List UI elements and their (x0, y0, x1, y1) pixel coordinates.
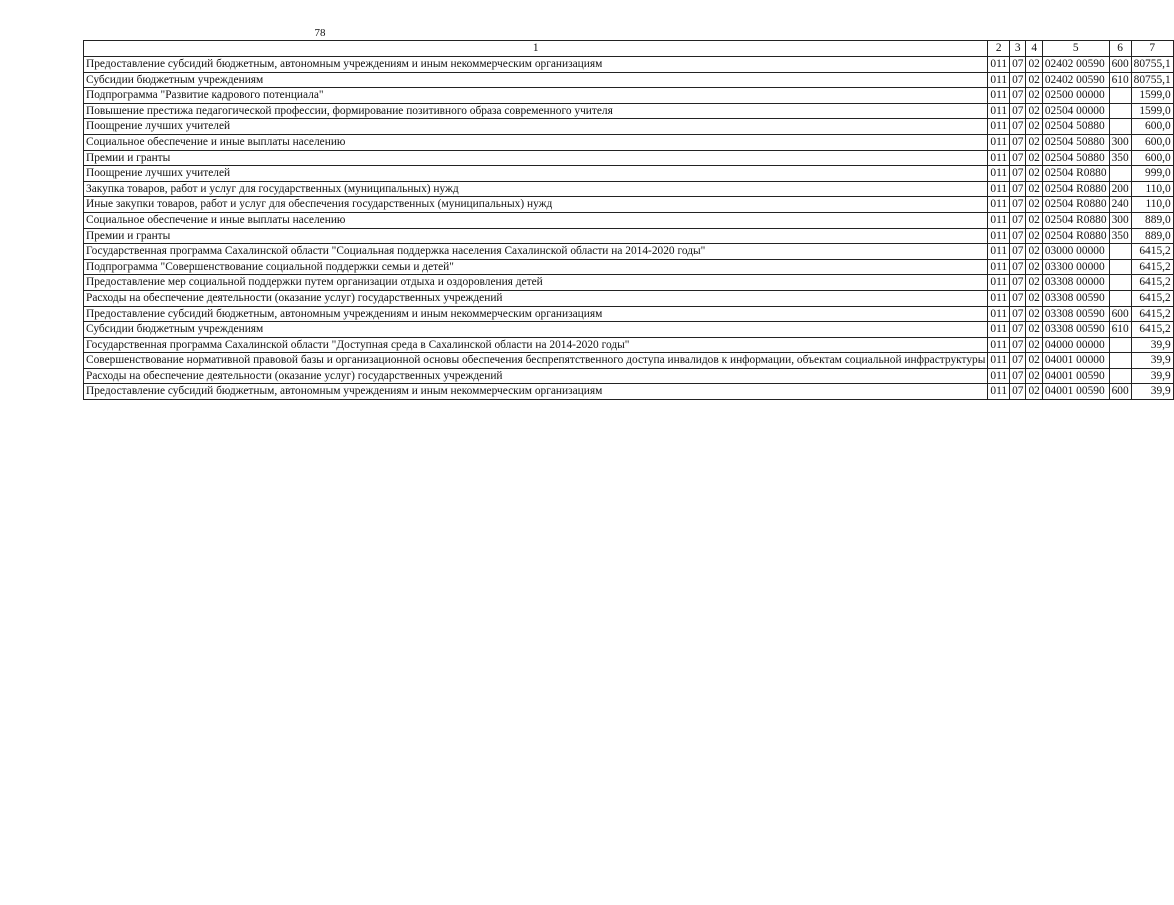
cell-name: Подпрограмма "Совершенствование социальной поддержки семьи и детей" (84, 259, 988, 275)
page-number: 78 (314, 27, 326, 39)
cell-subsection: 02 (1026, 197, 1042, 213)
cell-name: Социальное обеспечение и иные выплаты населению (84, 134, 988, 150)
cell-name: Повышение престижа педагогической профессии, формирование позитивного образа современного учителя (84, 103, 988, 119)
cell-subsection: 02 (1026, 57, 1042, 73)
cell-expense-type (1109, 337, 1131, 353)
cell-target-code: 02500 00000 (1042, 88, 1109, 104)
cell-name: Социальное обеспечение и иные выплаты населению (84, 212, 988, 228)
cell-amount: 6415,2 (1131, 244, 1173, 260)
cell-section: 07 (1010, 244, 1026, 260)
cell-expense-type (1109, 290, 1131, 306)
cell-ministry-code: 011 (988, 384, 1010, 400)
header-col-1: 1 (84, 41, 988, 57)
cell-target-code: 02504 R0880 (1042, 228, 1109, 244)
cell-expense-type: 350 (1109, 150, 1131, 166)
cell-expense-type (1109, 368, 1131, 384)
header-col-4: 4 (1026, 41, 1042, 57)
budget-table (83, 40, 1174, 400)
cell-ministry-code: 011 (988, 134, 1010, 150)
cell-target-code: 03308 00590 (1042, 290, 1109, 306)
cell-ministry-code: 011 (988, 275, 1010, 291)
cell-amount: 889,0 (1131, 212, 1173, 228)
cell-amount: 39,9 (1131, 368, 1173, 384)
table-row (84, 306, 1174, 322)
cell-target-code: 02504 R0880 (1042, 197, 1109, 213)
cell-ministry-code: 011 (988, 181, 1010, 197)
cell-target-code: 03300 00000 (1042, 259, 1109, 275)
cell-name: Совершенствование нормативной правовой базы и организационной основы обеспечения беспрепятственного доступа инвалидов к информации, объектам социальной инфраструктуры (84, 353, 988, 369)
cell-amount: 39,9 (1131, 337, 1173, 353)
table-row (84, 353, 1174, 369)
cell-subsection: 02 (1026, 275, 1042, 291)
cell-amount: 600,0 (1131, 134, 1173, 150)
cell-ministry-code: 011 (988, 212, 1010, 228)
table-body (84, 57, 1174, 400)
cell-subsection: 02 (1026, 134, 1042, 150)
cell-name: Расходы на обеспечение деятельности (оказание услуг) государственных учреждений (84, 368, 988, 384)
cell-expense-type (1109, 119, 1131, 135)
cell-ministry-code: 011 (988, 322, 1010, 338)
cell-subsection: 02 (1026, 212, 1042, 228)
cell-expense-type (1109, 88, 1131, 104)
cell-target-code: 03308 00590 (1042, 306, 1109, 322)
cell-name: Расходы на обеспечение деятельности (оказание услуг) государственных учреждений (84, 290, 988, 306)
cell-amount: 80755,1 (1131, 72, 1173, 88)
cell-ministry-code: 011 (988, 57, 1010, 73)
cell-ministry-code: 011 (988, 72, 1010, 88)
cell-target-code: 02504 50880 (1042, 134, 1109, 150)
cell-name: Поощрение лучших учителей (84, 166, 988, 182)
table-row (84, 212, 1174, 228)
cell-section: 07 (1010, 57, 1026, 73)
header-col-2: 2 (988, 41, 1010, 57)
cell-subsection: 02 (1026, 353, 1042, 369)
cell-section: 07 (1010, 197, 1026, 213)
cell-ministry-code: 011 (988, 88, 1010, 104)
cell-target-code: 02402 00590 (1042, 57, 1109, 73)
cell-section: 07 (1010, 306, 1026, 322)
cell-target-code: 04001 00590 (1042, 368, 1109, 384)
cell-section: 07 (1010, 275, 1026, 291)
cell-section: 07 (1010, 384, 1026, 400)
table-row (84, 244, 1174, 260)
cell-section: 07 (1010, 228, 1026, 244)
cell-expense-type: 600 (1109, 384, 1131, 400)
cell-target-code: 02504 50880 (1042, 119, 1109, 135)
cell-amount: 600,0 (1131, 150, 1173, 166)
cell-name: Предоставление мер социальной поддержки путем организации отдыха и оздоровления детей (84, 275, 988, 291)
cell-section: 07 (1010, 150, 1026, 166)
cell-target-code: 04000 00000 (1042, 337, 1109, 353)
cell-section: 07 (1010, 322, 1026, 338)
cell-target-code: 03308 00590 (1042, 322, 1109, 338)
cell-expense-type (1109, 103, 1131, 119)
cell-amount: 999,0 (1131, 166, 1173, 182)
cell-expense-type (1109, 353, 1131, 369)
cell-section: 07 (1010, 337, 1026, 353)
cell-section: 07 (1010, 259, 1026, 275)
cell-target-code: 02504 R0880 (1042, 181, 1109, 197)
cell-expense-type: 300 (1109, 134, 1131, 150)
cell-expense-type: 600 (1109, 57, 1131, 73)
cell-expense-type (1109, 275, 1131, 291)
table-row (84, 197, 1174, 213)
cell-section: 07 (1010, 88, 1026, 104)
cell-amount: 600,0 (1131, 119, 1173, 135)
cell-amount: 889,0 (1131, 228, 1173, 244)
cell-name: Поощрение лучших учителей (84, 119, 988, 135)
cell-subsection: 02 (1026, 228, 1042, 244)
cell-ministry-code: 011 (988, 228, 1010, 244)
table-row (84, 322, 1174, 338)
table-row (84, 134, 1174, 150)
cell-amount: 39,9 (1131, 384, 1173, 400)
header-col-6: 6 (1109, 41, 1131, 57)
cell-ministry-code: 011 (988, 306, 1010, 322)
cell-amount: 6415,2 (1131, 259, 1173, 275)
cell-subsection: 02 (1026, 150, 1042, 166)
cell-amount: 110,0 (1131, 197, 1173, 213)
cell-subsection: 02 (1026, 322, 1042, 338)
cell-section: 07 (1010, 134, 1026, 150)
cell-ministry-code: 011 (988, 150, 1010, 166)
cell-target-code: 04001 00590 (1042, 384, 1109, 400)
table-row (84, 275, 1174, 291)
cell-expense-type: 610 (1109, 72, 1131, 88)
cell-expense-type (1109, 166, 1131, 182)
cell-expense-type (1109, 244, 1131, 260)
cell-name: Иные закупки товаров, работ и услуг для обеспечения государственных (муниципальных) нужд (84, 197, 988, 213)
cell-subsection: 02 (1026, 166, 1042, 182)
cell-section: 07 (1010, 181, 1026, 197)
cell-name: Предоставление субсидий бюджетным, автономным учреждениям и иным некоммерческим организациям (84, 384, 988, 400)
cell-section: 07 (1010, 103, 1026, 119)
cell-subsection: 02 (1026, 368, 1042, 384)
cell-amount: 6415,2 (1131, 322, 1173, 338)
cell-expense-type: 600 (1109, 306, 1131, 322)
cell-ministry-code: 011 (988, 337, 1010, 353)
cell-target-code: 03308 00000 (1042, 275, 1109, 291)
cell-name: Премии и гранты (84, 228, 988, 244)
cell-section: 07 (1010, 212, 1026, 228)
table-row (84, 119, 1174, 135)
cell-section: 07 (1010, 72, 1026, 88)
cell-subsection: 02 (1026, 244, 1042, 260)
cell-ministry-code: 011 (988, 119, 1010, 135)
table-row (84, 88, 1174, 104)
table-row (84, 384, 1174, 400)
cell-name: Субсидии бюджетным учреждениям (84, 322, 988, 338)
table-row (84, 72, 1174, 88)
cell-section: 07 (1010, 166, 1026, 182)
cell-subsection: 02 (1026, 103, 1042, 119)
cell-target-code: 02504 R0880 (1042, 166, 1109, 182)
header-col-5: 5 (1042, 41, 1109, 57)
cell-expense-type: 240 (1109, 197, 1131, 213)
cell-name: Предоставление субсидий бюджетным, автономным учреждениям и иным некоммерческим организациям (84, 57, 988, 73)
table-row (84, 290, 1174, 306)
table-row (84, 166, 1174, 182)
cell-target-code: 02504 R0880 (1042, 212, 1109, 228)
cell-expense-type: 300 (1109, 212, 1131, 228)
cell-ministry-code: 011 (988, 353, 1010, 369)
cell-subsection: 02 (1026, 290, 1042, 306)
cell-name: Закупка товаров, работ и услуг для государственных (муниципальных) нужд (84, 181, 988, 197)
cell-amount: 1599,0 (1131, 103, 1173, 119)
table-row (84, 181, 1174, 197)
cell-section: 07 (1010, 290, 1026, 306)
table-row (84, 103, 1174, 119)
cell-amount: 80755,1 (1131, 57, 1173, 73)
cell-target-code: 02402 00590 (1042, 72, 1109, 88)
cell-amount: 1599,0 (1131, 88, 1173, 104)
cell-name: Предоставление субсидий бюджетным, автономным учреждениям и иным некоммерческим организациям (84, 306, 988, 322)
table-row (84, 259, 1174, 275)
cell-amount: 39,9 (1131, 353, 1173, 369)
header-row (84, 41, 1174, 57)
cell-ministry-code: 011 (988, 368, 1010, 384)
cell-name: Субсидии бюджетным учреждениям (84, 72, 988, 88)
table-row (84, 57, 1174, 73)
table-row (84, 337, 1174, 353)
cell-amount: 110,0 (1131, 181, 1173, 197)
header-col-7: 7 (1131, 41, 1173, 57)
cell-ministry-code: 011 (988, 197, 1010, 213)
cell-target-code: 04001 00000 (1042, 353, 1109, 369)
cell-section: 07 (1010, 368, 1026, 384)
cell-ministry-code: 011 (988, 244, 1010, 260)
cell-subsection: 02 (1026, 384, 1042, 400)
cell-subsection: 02 (1026, 181, 1042, 197)
cell-amount: 6415,2 (1131, 290, 1173, 306)
header-col-3: 3 (1010, 41, 1026, 57)
cell-subsection: 02 (1026, 72, 1042, 88)
table-row (84, 228, 1174, 244)
cell-subsection: 02 (1026, 119, 1042, 135)
cell-name: Подпрограмма "Развитие кадрового потенциала" (84, 88, 988, 104)
cell-subsection: 02 (1026, 306, 1042, 322)
cell-subsection: 02 (1026, 337, 1042, 353)
cell-expense-type (1109, 259, 1131, 275)
cell-ministry-code: 011 (988, 166, 1010, 182)
cell-subsection: 02 (1026, 88, 1042, 104)
cell-expense-type: 200 (1109, 181, 1131, 197)
cell-amount: 6415,2 (1131, 275, 1173, 291)
cell-amount: 6415,2 (1131, 306, 1173, 322)
cell-expense-type: 350 (1109, 228, 1131, 244)
cell-ministry-code: 011 (988, 259, 1010, 275)
cell-ministry-code: 011 (988, 103, 1010, 119)
table-row (84, 368, 1174, 384)
cell-subsection: 02 (1026, 259, 1042, 275)
cell-expense-type: 610 (1109, 322, 1131, 338)
cell-name: Премии и гранты (84, 150, 988, 166)
cell-target-code: 03000 00000 (1042, 244, 1109, 260)
cell-section: 07 (1010, 119, 1026, 135)
cell-ministry-code: 011 (988, 290, 1010, 306)
cell-section: 07 (1010, 353, 1026, 369)
cell-name: Государственная программа Сахалинской области "Доступная среда в Сахалинской области на 2014-2020 годы" (84, 337, 988, 353)
cell-name: Государственная программа Сахалинской области "Социальная поддержка населения Сахалинской области на 2014-2020 годы" (84, 244, 988, 260)
cell-target-code: 02504 50880 (1042, 150, 1109, 166)
cell-target-code: 02504 00000 (1042, 103, 1109, 119)
table-row (84, 150, 1174, 166)
